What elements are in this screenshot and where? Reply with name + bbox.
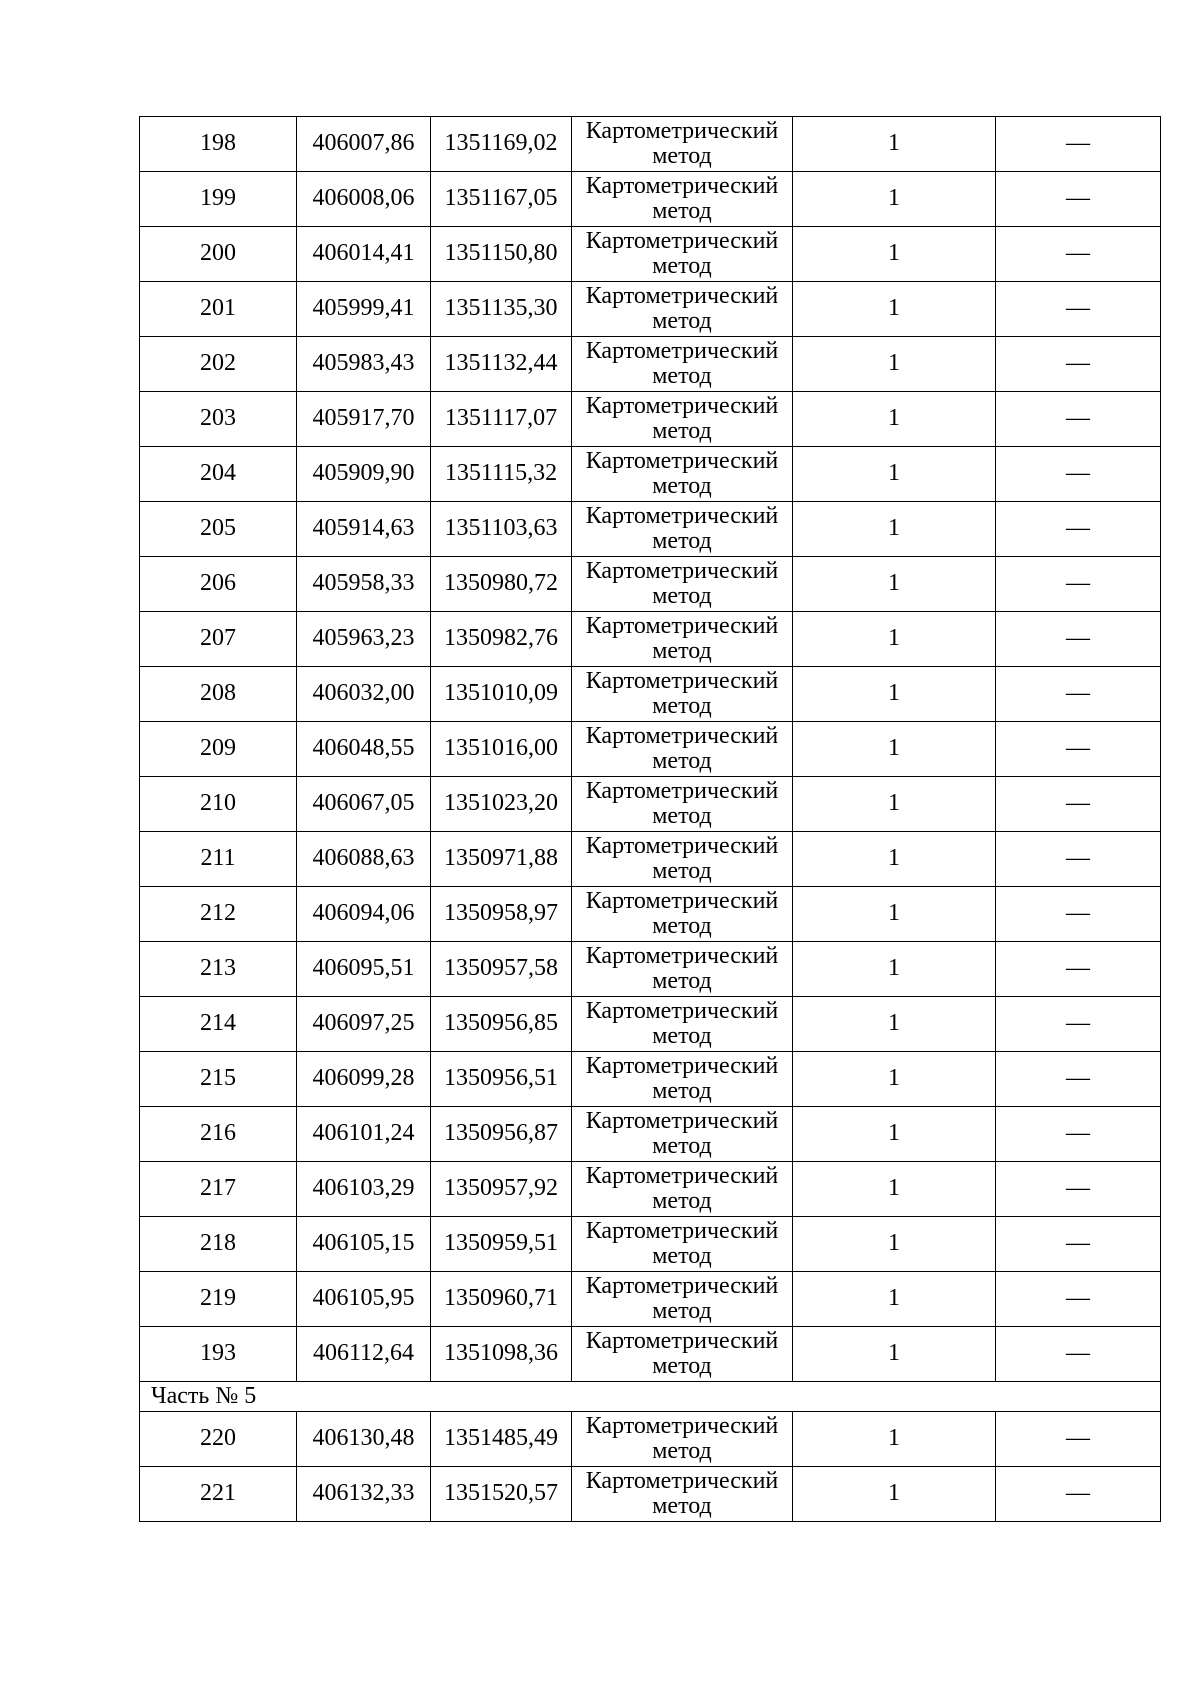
- x-coordinate-cell: 406095,51: [297, 942, 431, 997]
- method-line-2: метод: [652, 1243, 712, 1269]
- y-coordinate-cell: 1351132,44: [431, 337, 572, 392]
- method-line-1: Картометрический: [585, 447, 779, 474]
- description-cell: —: [996, 557, 1161, 612]
- y-coordinate-cell: 1351016,00: [431, 722, 572, 777]
- method-line-2: метод: [652, 693, 712, 719]
- accuracy-cell: 1: [793, 172, 996, 227]
- method-line-1: Картометрический: [585, 1412, 779, 1439]
- point-number-cell: 202: [140, 337, 297, 392]
- method-line-1: Картометрический: [585, 722, 779, 749]
- accuracy-cell: 1: [793, 612, 996, 667]
- section-row: [140, 1382, 1161, 1412]
- method-line-1: Картометрический: [585, 667, 779, 694]
- x-coordinate-cell: 405909,90: [297, 447, 431, 502]
- method-cell: [572, 1467, 793, 1522]
- y-coordinate-cell: 1351135,30: [431, 282, 572, 337]
- y-coordinate-cell: 1351115,32: [431, 447, 572, 502]
- description-cell: —: [996, 1272, 1161, 1327]
- point-number-cell: 216: [140, 1107, 297, 1162]
- method-line-1: Картометрический: [585, 1272, 779, 1299]
- method-line-2: метод: [652, 1133, 712, 1159]
- method-line-1: Картометрический: [585, 172, 779, 199]
- accuracy-cell: 1: [793, 337, 996, 392]
- y-coordinate-cell: 1351169,02: [431, 117, 572, 172]
- y-coordinate-cell: 1351150,80: [431, 227, 572, 282]
- x-coordinate-cell: 406007,86: [297, 117, 431, 172]
- point-number-cell: 205: [140, 502, 297, 557]
- point-number-cell: 199: [140, 172, 297, 227]
- accuracy-cell: 1: [793, 282, 996, 337]
- table-row: [140, 1272, 1161, 1327]
- table-row: [140, 612, 1161, 667]
- method-cell: [572, 392, 793, 447]
- accuracy-cell: 1: [793, 832, 996, 887]
- y-coordinate-cell: 1350956,51: [431, 1052, 572, 1107]
- description-cell: —: [996, 117, 1161, 172]
- method-line-1: Картометрический: [585, 1467, 779, 1494]
- point-number-cell: 214: [140, 997, 297, 1052]
- table-row: [140, 502, 1161, 557]
- coordinates-table: [139, 116, 1161, 1522]
- method-cell: [572, 1272, 793, 1327]
- description-cell: —: [996, 887, 1161, 942]
- method-line-1: Картометрический: [585, 392, 779, 419]
- y-coordinate-cell: 1351520,57: [431, 1467, 572, 1522]
- point-number-cell: 208: [140, 667, 297, 722]
- description-cell: —: [996, 282, 1161, 337]
- point-number-cell: 218: [140, 1217, 297, 1272]
- method-line-2: метод: [652, 968, 712, 994]
- method-line-1: Картометрический: [585, 227, 779, 254]
- method-line-2: метод: [652, 143, 712, 169]
- y-coordinate-cell: 1350960,71: [431, 1272, 572, 1327]
- x-coordinate-cell: 406014,41: [297, 227, 431, 282]
- description-cell: —: [996, 1327, 1161, 1382]
- accuracy-cell: 1: [793, 227, 996, 282]
- method-cell: [572, 227, 793, 282]
- y-coordinate-cell: 1350957,58: [431, 942, 572, 997]
- method-line-2: метод: [652, 528, 712, 554]
- accuracy-cell: 1: [793, 557, 996, 612]
- accuracy-cell: 1: [793, 1272, 996, 1327]
- description-cell: —: [996, 667, 1161, 722]
- method-line-1: Картометрический: [585, 1327, 779, 1354]
- y-coordinate-cell: 1351010,09: [431, 667, 572, 722]
- x-coordinate-cell: 405999,41: [297, 282, 431, 337]
- table-row: [140, 887, 1161, 942]
- method-cell: [572, 667, 793, 722]
- method-line-1: Картометрический: [585, 832, 779, 859]
- point-number-cell: 221: [140, 1467, 297, 1522]
- description-cell: —: [996, 1107, 1161, 1162]
- method-line-1: Картометрический: [585, 887, 779, 914]
- description-cell: —: [996, 1217, 1161, 1272]
- table-row: [140, 1107, 1161, 1162]
- x-coordinate-cell: 406048,55: [297, 722, 431, 777]
- method-line-1: Картометрический: [585, 1052, 779, 1079]
- accuracy-cell: 1: [793, 392, 996, 447]
- description-cell: —: [996, 1162, 1161, 1217]
- table-row: [140, 117, 1161, 172]
- table-row: [140, 1162, 1161, 1217]
- table-row: [140, 1327, 1161, 1382]
- x-coordinate-cell: 406103,29: [297, 1162, 431, 1217]
- method-line-1: Картометрический: [585, 997, 779, 1024]
- y-coordinate-cell: 1351167,05: [431, 172, 572, 227]
- accuracy-cell: 1: [793, 1412, 996, 1467]
- y-coordinate-cell: 1351117,07: [431, 392, 572, 447]
- description-cell: —: [996, 997, 1161, 1052]
- y-coordinate-cell: 1350957,92: [431, 1162, 572, 1217]
- method-cell: [572, 557, 793, 612]
- method-line-1: Картометрический: [585, 942, 779, 969]
- table-row: [140, 227, 1161, 282]
- accuracy-cell: 1: [793, 1217, 996, 1272]
- point-number-cell: 206: [140, 557, 297, 612]
- method-cell: [572, 942, 793, 997]
- x-coordinate-cell: 406094,06: [297, 887, 431, 942]
- accuracy-cell: 1: [793, 777, 996, 832]
- method-line-2: метод: [652, 253, 712, 279]
- accuracy-cell: 1: [793, 502, 996, 557]
- x-coordinate-cell: 406099,28: [297, 1052, 431, 1107]
- method-line-1: Картометрический: [585, 777, 779, 804]
- x-coordinate-cell: 406130,48: [297, 1412, 431, 1467]
- method-line-2: метод: [652, 638, 712, 664]
- method-line-1: Картометрический: [585, 612, 779, 639]
- method-line-2: метод: [652, 803, 712, 829]
- y-coordinate-cell: 1351485,49: [431, 1412, 572, 1467]
- accuracy-cell: 1: [793, 722, 996, 777]
- method-line-2: метод: [652, 858, 712, 884]
- method-line-1: Картометрический: [585, 1217, 779, 1244]
- method-line-1: Картометрический: [585, 1162, 779, 1189]
- point-number-cell: 212: [140, 887, 297, 942]
- point-number-cell: 204: [140, 447, 297, 502]
- method-cell: [572, 612, 793, 667]
- table-row: [140, 1412, 1161, 1467]
- method-cell: [572, 832, 793, 887]
- point-number-cell: 200: [140, 227, 297, 282]
- point-number-cell: 198: [140, 117, 297, 172]
- accuracy-cell: 1: [793, 887, 996, 942]
- y-coordinate-cell: 1350959,51: [431, 1217, 572, 1272]
- method-line-1: Картометрический: [585, 502, 779, 529]
- method-line-1: Картометрический: [585, 337, 779, 364]
- description-cell: —: [996, 1467, 1161, 1522]
- point-number-cell: 211: [140, 832, 297, 887]
- method-line-2: метод: [652, 418, 712, 444]
- point-number-cell: 201: [140, 282, 297, 337]
- x-coordinate-cell: 405917,70: [297, 392, 431, 447]
- method-line-2: метод: [652, 363, 712, 389]
- point-number-cell: 217: [140, 1162, 297, 1217]
- table-row: [140, 667, 1161, 722]
- x-coordinate-cell: 406088,63: [297, 832, 431, 887]
- y-coordinate-cell: 1350971,88: [431, 832, 572, 887]
- y-coordinate-cell: 1350958,97: [431, 887, 572, 942]
- x-coordinate-cell: 406032,00: [297, 667, 431, 722]
- method-cell: [572, 1412, 793, 1467]
- point-number-cell: 203: [140, 392, 297, 447]
- accuracy-cell: 1: [793, 117, 996, 172]
- accuracy-cell: 1: [793, 447, 996, 502]
- y-coordinate-cell: 1351098,36: [431, 1327, 572, 1382]
- table-row: [140, 337, 1161, 392]
- table-row: [140, 777, 1161, 832]
- method-line-2: метод: [652, 1023, 712, 1049]
- point-number-cell: 219: [140, 1272, 297, 1327]
- method-cell: [572, 337, 793, 392]
- accuracy-cell: 1: [793, 942, 996, 997]
- y-coordinate-cell: 1350982,76: [431, 612, 572, 667]
- accuracy-cell: 1: [793, 997, 996, 1052]
- method-cell: [572, 1327, 793, 1382]
- x-coordinate-cell: 405914,63: [297, 502, 431, 557]
- description-cell: —: [996, 502, 1161, 557]
- table-row: [140, 1217, 1161, 1272]
- description-cell: —: [996, 942, 1161, 997]
- method-line-2: метод: [652, 308, 712, 334]
- method-line-2: метод: [652, 1353, 712, 1379]
- description-cell: —: [996, 722, 1161, 777]
- method-cell: [572, 502, 793, 557]
- accuracy-cell: 1: [793, 1327, 996, 1382]
- y-coordinate-cell: 1350956,87: [431, 1107, 572, 1162]
- method-cell: [572, 1217, 793, 1272]
- x-coordinate-cell: 406097,25: [297, 997, 431, 1052]
- description-cell: —: [996, 612, 1161, 667]
- point-number-cell: 213: [140, 942, 297, 997]
- description-cell: —: [996, 227, 1161, 282]
- x-coordinate-cell: 406067,05: [297, 777, 431, 832]
- method-line-2: метод: [652, 913, 712, 939]
- table-row: [140, 942, 1161, 997]
- method-cell: [572, 1052, 793, 1107]
- x-coordinate-cell: 406008,06: [297, 172, 431, 227]
- method-cell: [572, 777, 793, 832]
- description-cell: —: [996, 1412, 1161, 1467]
- y-coordinate-cell: 1351023,20: [431, 777, 572, 832]
- x-coordinate-cell: 406101,24: [297, 1107, 431, 1162]
- point-number-cell: 207: [140, 612, 297, 667]
- method-line-1: Картометрический: [585, 557, 779, 584]
- table-row: [140, 722, 1161, 777]
- method-line-1: Картометрический: [585, 282, 779, 309]
- method-cell: [572, 997, 793, 1052]
- table-row: [140, 997, 1161, 1052]
- method-line-2: метод: [652, 473, 712, 499]
- accuracy-cell: 1: [793, 1052, 996, 1107]
- accuracy-cell: 1: [793, 1162, 996, 1217]
- method-line-2: метод: [652, 1188, 712, 1214]
- method-line-2: метод: [652, 1078, 712, 1104]
- method-line-2: метод: [652, 198, 712, 224]
- description-cell: —: [996, 1052, 1161, 1107]
- table-row: [140, 557, 1161, 612]
- point-number-cell: 209: [140, 722, 297, 777]
- x-coordinate-cell: 406105,95: [297, 1272, 431, 1327]
- description-cell: —: [996, 777, 1161, 832]
- table-row: [140, 1052, 1161, 1107]
- point-number-cell: 220: [140, 1412, 297, 1467]
- x-coordinate-cell: 406132,33: [297, 1467, 431, 1522]
- x-coordinate-cell: 405963,23: [297, 612, 431, 667]
- y-coordinate-cell: 1351103,63: [431, 502, 572, 557]
- method-cell: [572, 722, 793, 777]
- description-cell: —: [996, 447, 1161, 502]
- section-label: Часть № 5: [140, 1382, 1161, 1412]
- method-cell: [572, 1162, 793, 1217]
- method-line-2: метод: [652, 1438, 712, 1464]
- table-row: [140, 1467, 1161, 1522]
- method-cell: [572, 172, 793, 227]
- method-cell: [572, 887, 793, 942]
- method-line-2: метод: [652, 1298, 712, 1324]
- table-row: [140, 282, 1161, 337]
- description-cell: —: [996, 392, 1161, 447]
- accuracy-cell: 1: [793, 1107, 996, 1162]
- table-row: [140, 832, 1161, 887]
- description-cell: —: [996, 172, 1161, 227]
- point-number-cell: 215: [140, 1052, 297, 1107]
- description-cell: —: [996, 337, 1161, 392]
- method-cell: [572, 1107, 793, 1162]
- accuracy-cell: 1: [793, 667, 996, 722]
- x-coordinate-cell: 406112,64: [297, 1327, 431, 1382]
- table-row: [140, 392, 1161, 447]
- method-line-2: метод: [652, 748, 712, 774]
- method-cell: [572, 282, 793, 337]
- point-number-cell: 193: [140, 1327, 297, 1382]
- table-row: [140, 447, 1161, 502]
- y-coordinate-cell: 1350980,72: [431, 557, 572, 612]
- method-cell: [572, 447, 793, 502]
- method-line-1: Картометрический: [585, 1107, 779, 1134]
- x-coordinate-cell: 406105,15: [297, 1217, 431, 1272]
- coordinates-table-body: [140, 117, 1161, 1522]
- accuracy-cell: 1: [793, 1467, 996, 1522]
- y-coordinate-cell: 1350956,85: [431, 997, 572, 1052]
- method-line-1: Картометрический: [585, 117, 779, 144]
- x-coordinate-cell: 405983,43: [297, 337, 431, 392]
- table-row: [140, 172, 1161, 227]
- description-cell: —: [996, 832, 1161, 887]
- method-cell: [572, 117, 793, 172]
- point-number-cell: 210: [140, 777, 297, 832]
- x-coordinate-cell: 405958,33: [297, 557, 431, 612]
- method-line-2: метод: [652, 583, 712, 609]
- method-line-2: метод: [652, 1493, 712, 1519]
